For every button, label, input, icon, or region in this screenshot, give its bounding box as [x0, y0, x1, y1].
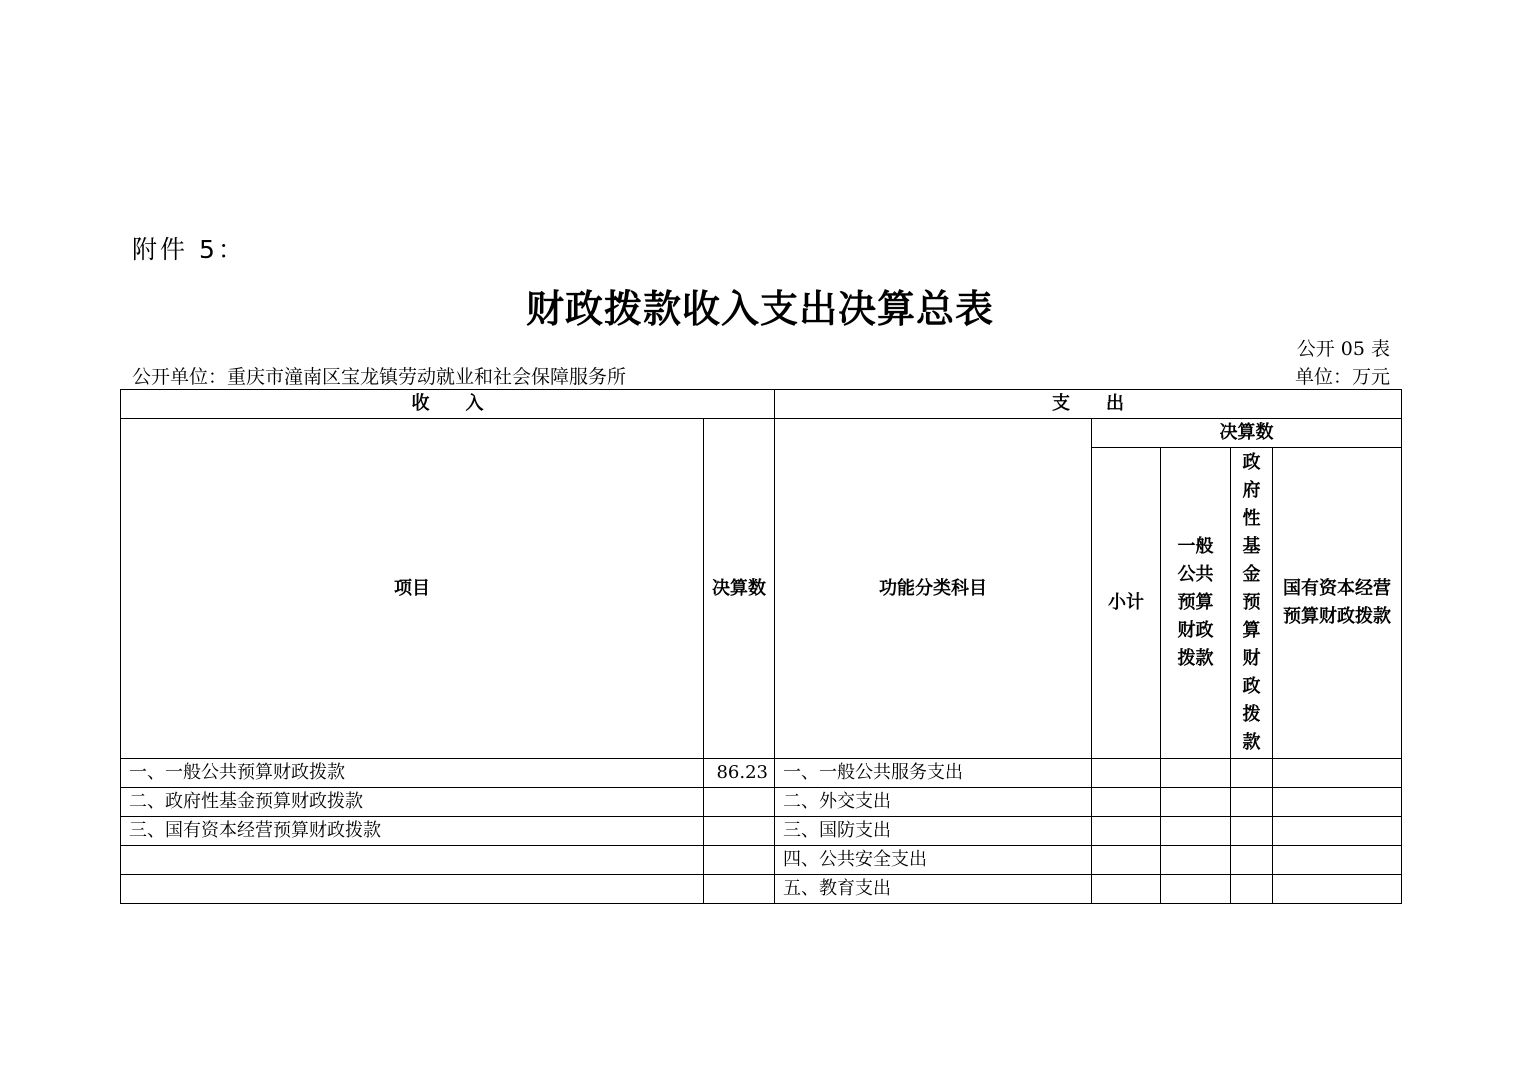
page-title: 财政拨款收入支出决算总表 — [525, 287, 994, 331]
state-capital-cell — [1273, 846, 1402, 875]
income-amount — [704, 788, 775, 817]
general-budget-cell — [1161, 817, 1231, 846]
state-capital-cell — [1273, 759, 1402, 788]
income-amount: 86.23 — [704, 759, 775, 788]
state-capital-cell — [1273, 788, 1402, 817]
state-capital-cell — [1273, 875, 1402, 904]
income-amount — [704, 875, 775, 904]
income-item: 三、国有资本经营预算财政拨款 — [121, 817, 704, 846]
gov-fund-cell — [1231, 788, 1273, 817]
form-number: 公开 05 表 — [1296, 338, 1390, 360]
subtotal-cell — [1092, 759, 1161, 788]
expense-item: 四、公共安全支出 — [775, 846, 1092, 875]
table-row — [121, 817, 1402, 846]
table-row — [121, 875, 1402, 904]
col-header-function: 功能分类科目 — [775, 419, 1092, 759]
income-amount — [704, 846, 775, 875]
table-row — [121, 759, 1402, 788]
income-amount — [704, 817, 775, 846]
fiscal-appropriation-table — [120, 389, 1402, 904]
subtotal-cell — [1092, 788, 1161, 817]
col-header-gov-fund: 政府性基金预算财政拨款 — [1242, 452, 1261, 753]
general-budget-cell — [1161, 846, 1231, 875]
general-budget-cell — [1161, 788, 1231, 817]
expense-item: 二、外交支出 — [775, 788, 1092, 817]
subtotal-cell — [1092, 817, 1161, 846]
col-header-amount: 决算数 — [704, 419, 775, 759]
income-item — [121, 846, 704, 875]
table-row — [121, 788, 1402, 817]
general-budget-cell — [1161, 875, 1231, 904]
col-header-state-capital: 国有资本经营预算财政拨款 — [1273, 448, 1402, 759]
income-header: 收 入 — [121, 390, 775, 419]
attachment-label: 附件 5： — [132, 235, 246, 264]
col-header-subtotal: 小计 — [1092, 448, 1161, 759]
gov-fund-cell — [1231, 817, 1273, 846]
expense-item: 五、教育支出 — [775, 875, 1092, 904]
gov-fund-cell — [1231, 846, 1273, 875]
income-item: 一、一般公共预算财政拨款 — [121, 759, 704, 788]
general-budget-cell — [1161, 759, 1231, 788]
table-row — [121, 846, 1402, 875]
publishing-unit: 公开单位：重庆市潼南区宝龙镇劳动就业和社会保障服务所 — [132, 366, 627, 388]
expense-header: 支 出 — [775, 390, 1402, 419]
currency-unit: 单位：万元 — [1294, 366, 1390, 388]
col-header-final: 决算数 — [1092, 419, 1402, 448]
col-header-general-budget: 一般公共预算财政拨款 — [1161, 448, 1231, 759]
state-capital-cell — [1273, 817, 1402, 846]
subtotal-cell — [1092, 875, 1161, 904]
subtotal-cell — [1092, 846, 1161, 875]
gov-fund-cell — [1231, 759, 1273, 788]
income-item — [121, 875, 704, 904]
gov-fund-cell — [1231, 875, 1273, 904]
expense-item: 一、一般公共服务支出 — [775, 759, 1092, 788]
expense-item: 三、国防支出 — [775, 817, 1092, 846]
income-item: 二、政府性基金预算财政拨款 — [121, 788, 704, 817]
col-header-item: 项目 — [121, 419, 704, 759]
